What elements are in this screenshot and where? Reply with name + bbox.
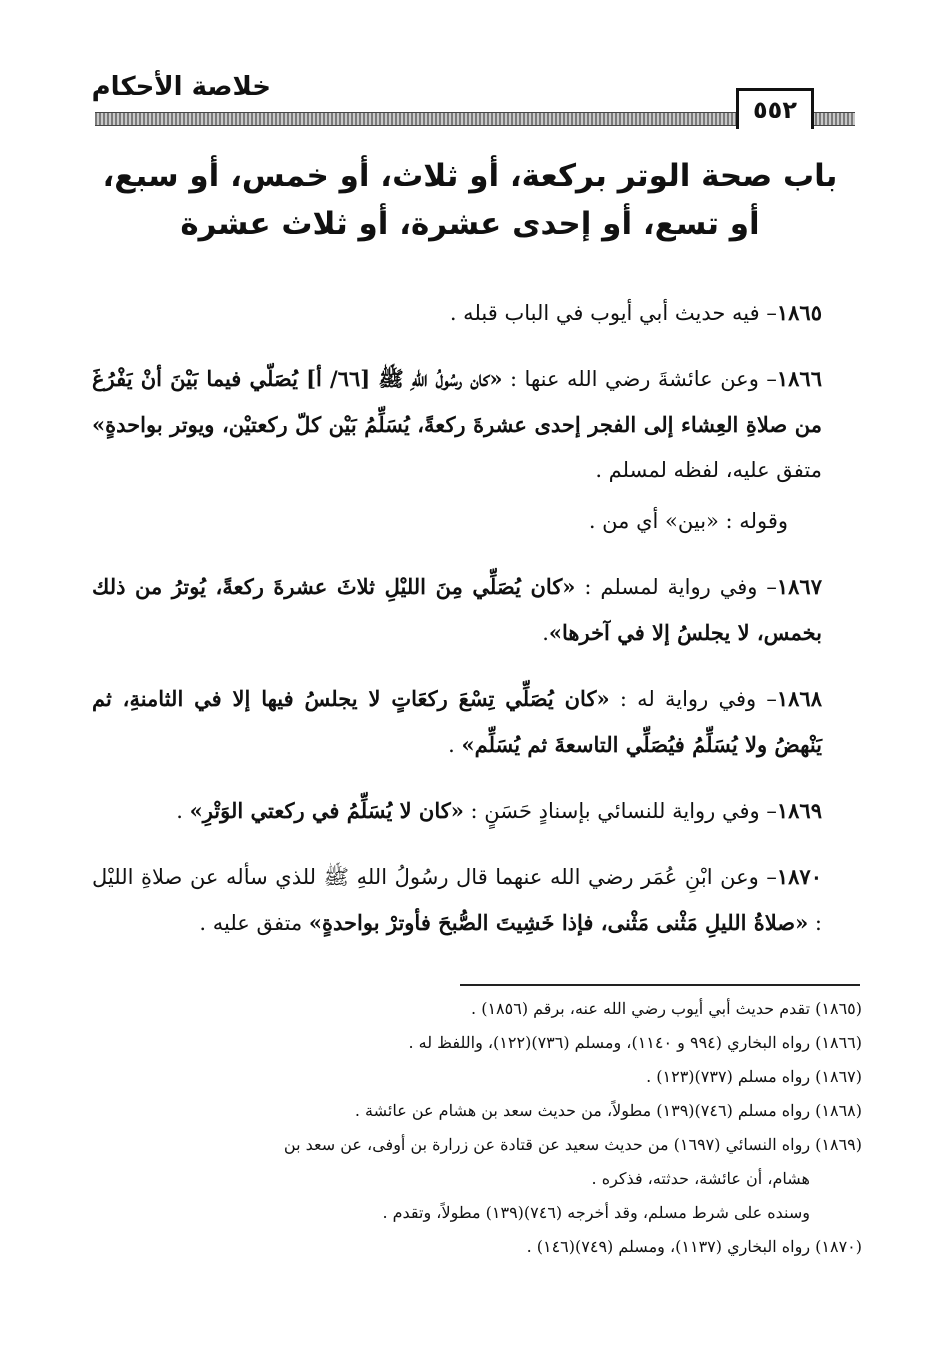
- hadith-number: ١٨٦٧: [776, 574, 822, 599]
- hadith-quote: «كان رسُولُ اللهِ ﷺ [٦٦/ أ] يُصَلّي فيما بَيْنَ أنْ يَفْرُغَ من صلاةِ العِشاء إلى الفجر إحدى عشرةَ ركعةً، يُسَلِّمُ بَيْن كلّ ركعتيْن، ويوتر بواحدةٍ»: [92, 366, 822, 437]
- hadith-quote: «كان لا يُسَلِّمُ في ركعتي الوَتْرِ»: [189, 798, 464, 823]
- footnote-1868: (١٨٦٨) رواه مسلم (٧٤٦)(١٣٩) مطولاً، من حديث سعد بن هشام عن عائشة .: [354, 1101, 862, 1120]
- hadith-source: .: [448, 733, 455, 757]
- hadith-1870: ١٨٧٠– وعن ابْنِ عُمَر رضي الله عنهما قال رسُولُ اللهِ ﷺ للذي سأله عن صلاةِ الليْل : «صلاةُ الليلِ مَثْنى مَثْنى، فإذا خَشِيتَ الصُّبحَ فأوترْ بواحدةٍ» متفق عليه .: [92, 864, 822, 935]
- chapter-title-line-2: أو تسع، أو إحدى عشرة، أو ثلاث عشرة: [180, 206, 760, 242]
- hadith-source: .: [542, 621, 549, 645]
- explanatory-note: [92, 499, 822, 544]
- hadith-quote: «كان يُصَلِّي مِنَ الليْلِ ثلاثَ عشرةَ ركعةً، يُوترُ من ذلك بخمس، لا يجلسُ إلا في آخرها»: [92, 574, 822, 645]
- hadith-source: متفق عليه .: [199, 911, 303, 935]
- footnotes: [92, 992, 862, 1264]
- hadith-1869: ١٨٦٩– وفي رواية للنسائي بإسنادٍ حَسَنٍ : «كان لا يُسَلِّمُ في ركعتي الوَتْرِ» .: [176, 798, 822, 823]
- hadith-source: .: [176, 799, 183, 823]
- note-text: وقوله : «بين» أي من .: [588, 509, 788, 533]
- hadith-1865: ١٨٦٥– فيه حديث أبي أيوب في الباب قبله .: [449, 300, 822, 325]
- main-text: [92, 290, 822, 966]
- hadith-intro: وفي رواية للنسائي بإسنادٍ حَسَنٍ :: [470, 799, 760, 823]
- hadith-intro: وعن ابْنِ عُمَر رضي الله عنهما قال رسُولُ اللهِ ﷺ للذي سأله عن صلاةِ الليْل :: [92, 865, 822, 935]
- hadith-number: ١٨٦٦: [776, 366, 822, 391]
- hadith-number: ١٨٧٠: [776, 864, 822, 889]
- hadith-quote: «كان يُصَلِّي تِسْعَ ركعَاتٍ لا يجلسُ فيها إلا في الثامنةِ، ثم يَنْهضُ ولا يُسَلِّمُ فيُصَلِّي التاسعةَ ثم يُسَلِّم»: [92, 686, 822, 757]
- hadith-1866: ١٨٦٦– وعن عائشةَ رضي الله عنها : «كان رسُولُ اللهِ ﷺ [٦٦/ أ] يُصَلّي فيما بَيْنَ أنْ يَفْرُغَ من صلاةِ العِشاء إلى الفجر إحدى عشرةَ ركعةً، يُسَلِّمُ بَيْن كلّ ركعتيْن، ويوتر بواحدةٍ» متفق عليه، لفظه لمسلم .: [92, 366, 822, 482]
- hadith-number: ١٨٦٩: [776, 798, 822, 823]
- footnote-1867: (١٨٦٧) رواه مسلم (٧٣٧)(١٢٣) .: [646, 1067, 862, 1086]
- hadith-source: متفق عليه، لفظه لمسلم .: [595, 458, 822, 482]
- running-header-title: خلاصة الأحكام: [91, 72, 271, 102]
- hadith-intro: وفي رواية له :: [619, 687, 757, 711]
- hadith-text: فيه حديث أبي أيوب في الباب قبله .: [449, 301, 760, 325]
- hadith-number: ١٨٦٥: [776, 300, 822, 325]
- hadith-intro: وفي رواية لمسلم :: [584, 575, 758, 599]
- chapter-title: [100, 152, 840, 248]
- footnote-1869-continued: هشام، أن عائشة، حدثته، فذكره .: [591, 1169, 810, 1188]
- footnote-1866: (١٨٦٦) رواه البخاري (٩٩٤ و ١١٤٠)، ومسلم (٧٣٦)(١٢٢)، واللفظ له .: [408, 1033, 862, 1052]
- hadith-intro: وعن عائشةَ رضي الله عنها :: [509, 367, 759, 391]
- footnote-1870: (١٨٧٠) رواه البخاري (١١٣٧)، ومسلم (٧٤٩)(١٤٦) .: [526, 1237, 862, 1256]
- hadith-1868: ١٨٦٨– وفي رواية له : «كان يُصَلِّي تِسْعَ ركعَاتٍ لا يجلسُ فيها إلا في الثامنةِ، ثم يَنْهضُ ولا يُسَلِّمُ فيُصَلِّي التاسعةَ ثم يُسَلِّم» .: [92, 686, 822, 757]
- hadith-1867: ١٨٦٧– وفي رواية لمسلم : «كان يُصَلِّي مِنَ الليْلِ ثلاثَ عشرةَ ركعةً، يُوترُ من ذلك بخمس، لا يجلسُ إلا في آخرها».: [92, 574, 822, 645]
- footnote-divider: [460, 984, 860, 986]
- footnote-1869-note: وسنده على شرط مسلم، وقد أخرجه (٧٤٦)(١٣٩) مطولاً، وتقدم .: [382, 1203, 810, 1222]
- footnote-1865: (١٨٦٥) تقدم حديث أبي أيوب رضي الله عنه، برقم (١٨٥٦) .: [471, 999, 862, 1018]
- footnote-1869: (١٨٦٩) رواه النسائي (١٦٩٧) من حديث سعيد عن قتادة عن زرارة بن أوفى، عن سعد بن: [283, 1135, 862, 1154]
- hadith-quote: «صلاةُ الليلِ مَثْنى مَثْنى، فإذا خَشِيتَ الصُّبحَ فأوترْ بواحدةٍ»: [308, 910, 809, 935]
- page-number: ٥٥٢: [736, 88, 814, 129]
- chapter-title-line-1: باب صحة الوتر بركعة، أو ثلاث، أو خمس، أو سبع،: [102, 158, 838, 194]
- hadith-number: ١٨٦٨: [776, 686, 822, 711]
